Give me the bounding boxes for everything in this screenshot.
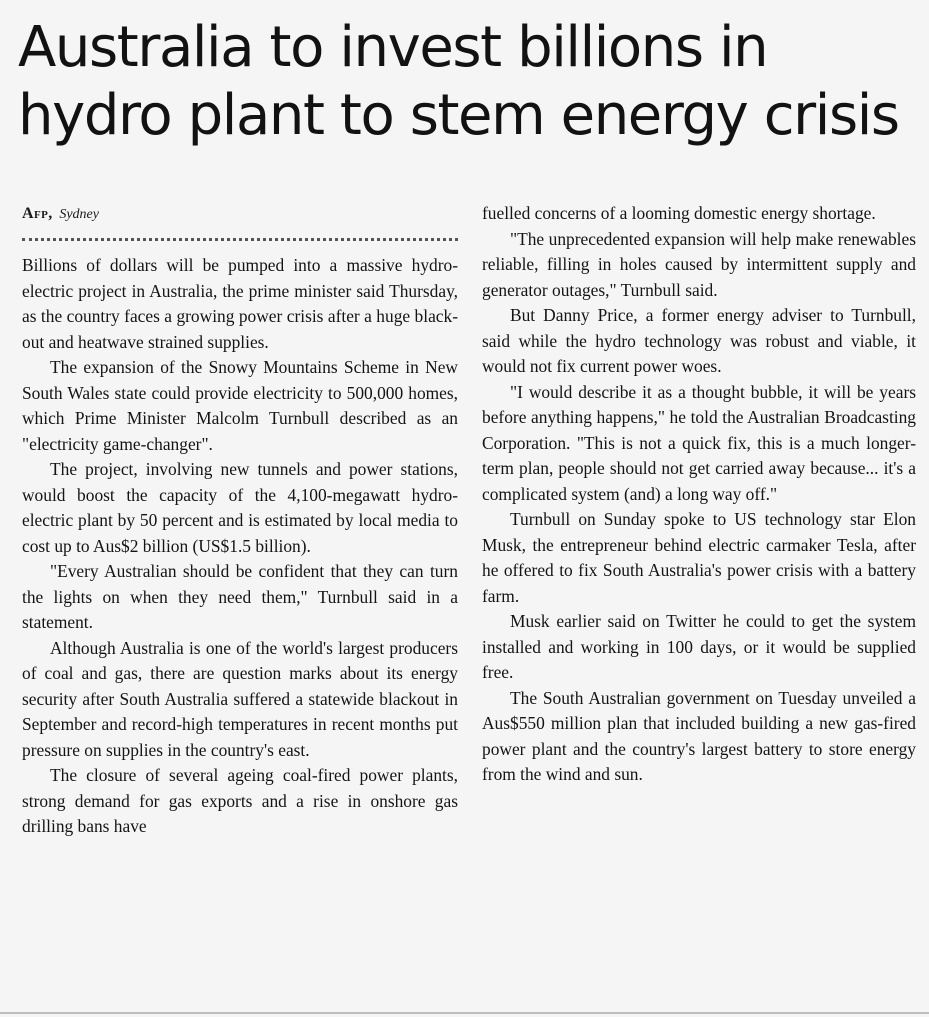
paragraph: "The unprecedented expansion will help make renewables reliable, filling in holes caused by intermittent supply and generator outages," Turnbull said. <box>482 228 916 300</box>
paragraph: The South Australian government on Tuesday unveiled a Aus$550 million plan that included building a new gas-fired power plant and the country's largest battery to store energy from the wind and sun. <box>482 687 916 784</box>
paragraph: But Danny Price, a former energy adviser to Turnbull, said while the hydro technology was robust and viable, it would not fix current power woes. <box>482 305 916 376</box>
paragraph: Musk earlier said on Twitter he could to get the system installed and working in 100 days, or it would be supplied free. <box>482 611 916 682</box>
paragraph: Turnbull on Sunday spoke to US technology star Elon Musk, the entrepreneur behind electric carmaker Tesla, after he offered to fix South Australia's power crisis with a battery farm. <box>482 509 916 606</box>
paragraph: The project, involving new tunnels and power stations, would boost the capacity of the 4,100-megawatt hydro-electric plant by 50 percent and is estimated by local media to cost up to Aus$2 billion (US$1.5 billion). <box>22 459 458 556</box>
paragraph: The closure of several ageing coal-fired power plants, strong demand for gas exports and a rise in onshore gas drilling bans have <box>22 765 458 836</box>
byline-agency: Afp, <box>22 205 53 222</box>
paragraph: Billions of dollars will be pumped into a massive hydro-electric project in Australia, the prime minister said Thursday, as the country faces a growing power crisis after a huge blackout and heatwave strained supplies. <box>22 255 458 352</box>
article-column-left <box>22 253 458 840</box>
dotted-separator <box>22 238 458 241</box>
byline <box>22 205 99 224</box>
article-column-right <box>482 201 916 788</box>
paragraph: fuelled concerns of a looming domestic energy shortage. <box>482 203 876 223</box>
paragraph: "Every Australian should be confident that they can turn the lights on when they need them," Turnbull said in a statement. <box>22 561 458 632</box>
paragraph: Although Australia is one of the world's largest producers of coal and gas, there are question marks about its energy security after South Australia suffered a statewide blackout in September and record-high temperatures in recent months put pressure on supplies in the country's east. <box>22 637 458 760</box>
headline: Australia to invest billions in hydro plant to stem energy crisis <box>18 15 899 148</box>
byline-location: Sydney <box>59 207 99 222</box>
paragraph: "I would describe it as a thought bubble, it will be years before anything happens," he told the Australian Broadcasting Corporation. "This is not a quick fix, this is a much longer-term plan, people should not get carried away because... it's a complicated system (and) a long way off." <box>482 381 916 504</box>
bottom-rule <box>0 1012 929 1014</box>
paragraph: The expansion of the Snowy Mountains Scheme in New South Wales state could provide electricity to 500,000 homes, which Prime Minister Malcolm Turnbull described as an "electricity game-changer". <box>22 357 458 454</box>
